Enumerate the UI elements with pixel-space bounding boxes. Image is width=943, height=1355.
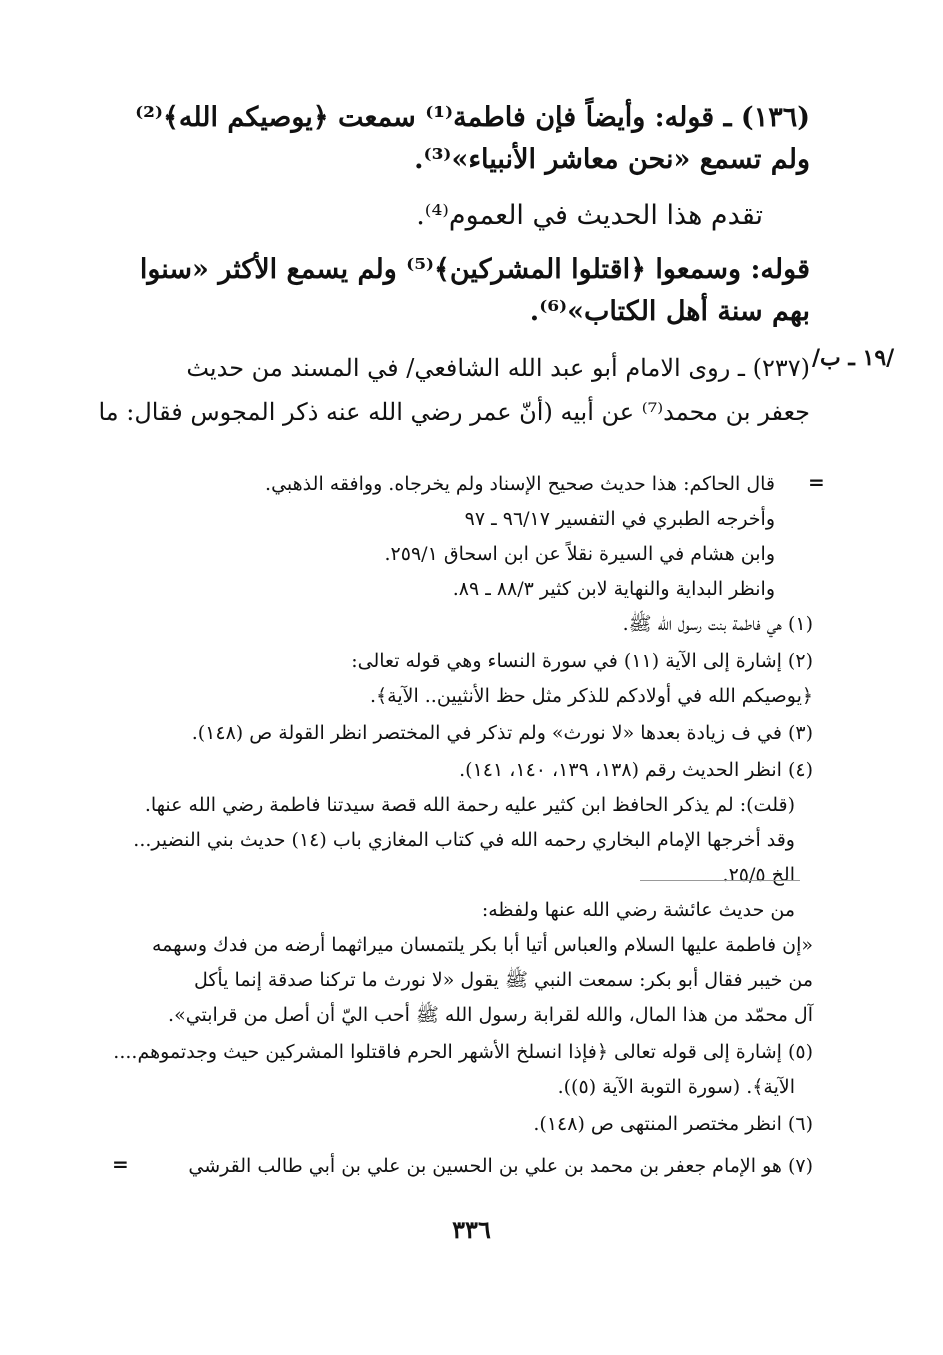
footnote-line: الآية﴾. (سورة التوبة الآية (٥)).: [557, 1076, 795, 1098]
margin-folio-reference: /١٩ ـ ب/: [812, 345, 895, 371]
footnote-line: وقد أخرجها الإمام البخاري رحمه الله في كتاب المغازي باب (١٤) حديث بني النضير...: [133, 829, 795, 851]
footnote-line: (٧) هو الإمام جعفر بن محمد بن علي بن الحسين بن علي بن أبي طالب القرشي: [188, 1155, 813, 1177]
footnote-line: (قلت): لم يذكر الحافظ ابن كثير عليه رحمة الله قصة سيدتنا فاطمة رضي الله عنها.: [144, 794, 795, 816]
footnote-line: (٢) إشارة إلى الآية (١١) في سورة النساء وهي قوله تعالى:: [351, 650, 813, 672]
footnote-line: وانظر البداية والنهاية لابن كثير ٨٨/٣ ـ ٨٩.: [452, 578, 775, 600]
footnote-line: من خيبر فقال أبو بكر: سمعت النبي ﷺ يقول «لا نورث ما تركنا صدقة إنما يأكل: [194, 969, 813, 991]
footnote-line: وأخرجه الطبري في التفسير ٩٦/١٧ ـ ٩٧: [464, 508, 775, 530]
footnote-line: (٥) إشارة إلى قوله تعالى ﴿فإذا انسلخ الأشهر الحرم فاقتلوا المشركين حيث وجدتموهم....: [113, 1041, 813, 1063]
footnote-line: من حديث عائشة رضي الله عنها ولفظه:: [481, 899, 795, 921]
footnote-line: «إن فاطمة عليها السلام والعباس أتيا أبا بكر يلتمسان ميراثهما أرضه من فدك وسهمه: [151, 934, 813, 956]
footnote-continuation-mark: =: [112, 1152, 129, 1176]
body-text-line: جعفر بن محمد⁽⁷⁾ عن أبيه (أنّ عمر رضي الله عنه ذكر المجوس فقال: ما: [98, 398, 810, 426]
main-text-line: قوله: وسمعوا ﴿اقتلوا المشركين﴾⁽⁵⁾ ولم يسمع الأكثر «سنوا: [139, 254, 810, 285]
body-text-line: (٢٣٧) ـ روى الامام أبو عبد الله الشافعي/ في المسند من حديث: [186, 354, 810, 382]
footnote-line: آل محمّد من هذا المال، والله لقرابة رسول الله ﷺ أحب اليّ أن أصل من قرابتي».: [168, 1004, 813, 1026]
page-number: ٣٣٦: [452, 1215, 491, 1244]
footnote-line: قال الحاكم: هذا حديث صحيح الإسناد ولم يخرجاه. ووافقه الذهبي.: [265, 473, 775, 495]
footnote-line: (٦) انظر مختصر المنتهى ص (١٤٨).: [533, 1113, 813, 1135]
main-text-line: (١٣٦) ـ قوله: وأيضاً فإن فاطمة⁽¹⁾ سمعت ﴿يوصيكم الله﴾⁽²⁾: [135, 102, 810, 133]
main-text-line: بهم سنة أهل الكتاب»⁽⁶⁾.: [529, 296, 810, 327]
footnote-line: (٤) انظر الحديث رقم (١٣٨، ١٣٩، ١٤٠، ١٤١).: [459, 759, 813, 781]
footnote-line: (٣) في ف زيادة بعدها «لا نورث» ولم تذكر في المختصر انظر القولة ص (١٤٨).: [191, 722, 813, 744]
footnote-line: الخ ٢٥/٥.: [722, 864, 795, 886]
footnote-line: (١) هي فاطمة بنت رسول الله ﷺ.: [622, 613, 813, 635]
main-text-line: ولم تسمع «نحن معاشر الأنبياء»⁽³⁾.: [414, 144, 810, 175]
divider-rule: [640, 880, 800, 881]
footnote-line: وابن هشام في السيرة نقلاً عن ابن اسحاق ٢٥٩/١.: [384, 543, 775, 565]
footnote-line: ﴿يوصيكم الله في أولادكم للذكر مثل حظ الأنثيين.. الآية﴾.: [369, 685, 813, 707]
footnote-continuation-mark: =: [808, 470, 825, 494]
main-text-line: تقدم هذا الحديث في العموم⁽⁴⁾.: [416, 200, 763, 231]
